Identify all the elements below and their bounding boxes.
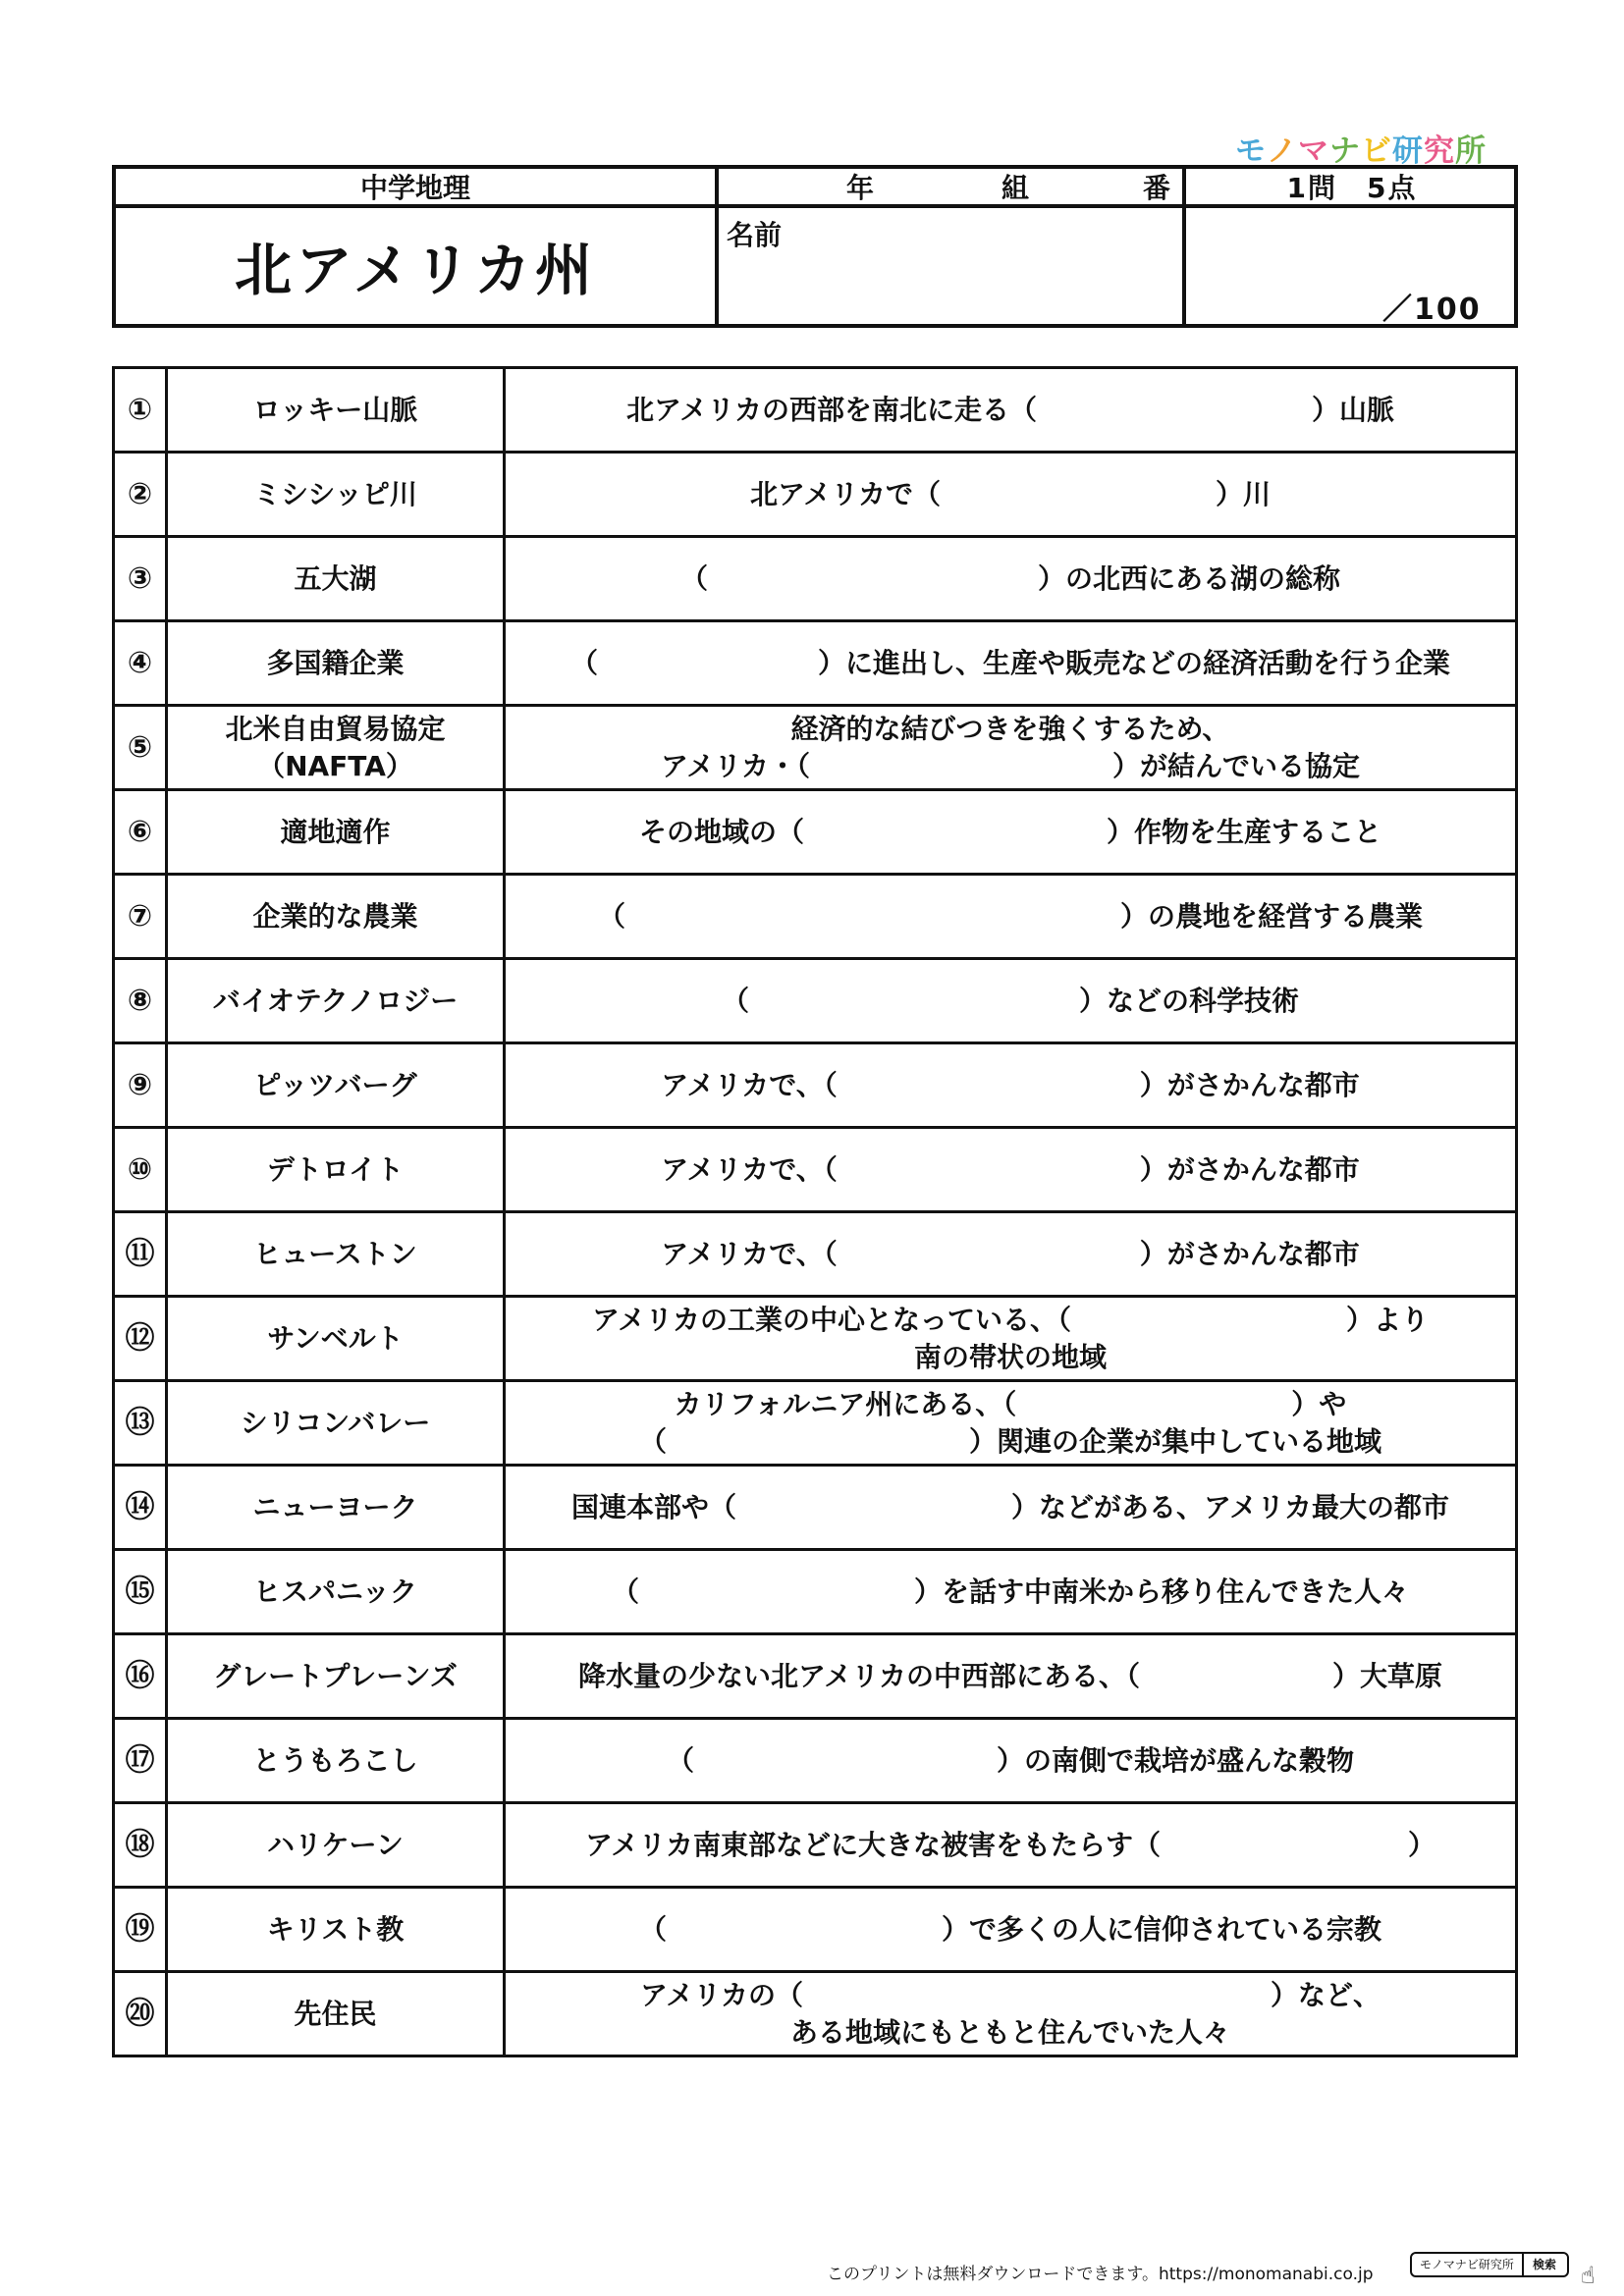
description-text: ）など、 <box>1271 1978 1381 2011</box>
description-text: （ <box>666 1743 694 1777</box>
question-row <box>114 790 1517 875</box>
question-number: ⑳ <box>125 1996 155 2031</box>
term-label: 北米自由貿易協定 <box>225 712 446 745</box>
answer-blank[interactable] <box>838 1067 1140 1104</box>
description-text: ）がさかんな都市 <box>1139 1237 1360 1270</box>
question-number: ⑲ <box>125 1911 155 1947</box>
term-label: 五大湖 <box>294 561 377 595</box>
term-cell <box>167 959 505 1043</box>
description-text: カリフォルニア州にある、（ <box>674 1387 1017 1420</box>
question-row <box>114 1128 1517 1212</box>
question-number: ⑧ <box>127 983 153 1018</box>
answer-blank[interactable] <box>667 1911 942 1949</box>
term-cell <box>167 1297 505 1381</box>
question-number: ⑥ <box>127 814 153 849</box>
brand-logo-char: ビ <box>1361 133 1392 169</box>
term-label: とうもろこし <box>252 1743 418 1777</box>
term-cell <box>167 1634 505 1719</box>
answer-blank[interactable] <box>708 561 1038 598</box>
question-number: ① <box>127 392 153 427</box>
question-number: ⑭ <box>125 1489 155 1524</box>
question-number: ④ <box>127 645 153 680</box>
description-cell <box>505 537 1517 621</box>
question-row <box>114 1466 1517 1550</box>
answer-blank[interactable] <box>838 1151 1140 1189</box>
description-cell <box>505 1803 1517 1888</box>
answer-blank[interactable] <box>749 983 1079 1020</box>
description-text: 北アメリカで（ <box>749 477 941 510</box>
description-cell <box>505 875 1517 959</box>
description-line <box>506 814 1515 851</box>
term-label: ハリケーン <box>267 1828 404 1861</box>
question-number: ⑰ <box>125 1742 155 1778</box>
question-number-cell <box>114 621 167 706</box>
term-label: キリスト教 <box>266 1912 405 1946</box>
term-label: バイオテクノロジー <box>212 984 459 1017</box>
answer-blank[interactable] <box>1037 392 1312 429</box>
question-number-cell <box>114 1466 167 1550</box>
question-row <box>114 1043 1517 1128</box>
answer-blank[interactable] <box>1016 1386 1291 1423</box>
question-row <box>114 453 1517 537</box>
description-cell <box>505 1466 1517 1550</box>
description-text: ）を話す中南米から移り住んできた人々 <box>914 1575 1410 1608</box>
answer-blank[interactable] <box>941 476 1216 513</box>
description-text: （ <box>597 899 625 933</box>
term-label: 企業的な農業 <box>252 899 418 933</box>
term-cell <box>167 537 505 621</box>
term-cell <box>167 1803 505 1888</box>
term-label: サンベルト <box>267 1321 404 1355</box>
term-label: ロッキー山脈 <box>252 393 418 426</box>
description-text: アメリカで、（ <box>661 1237 838 1270</box>
question-number-cell <box>114 1972 167 2056</box>
term-label: ニューヨーク <box>252 1490 418 1523</box>
term-cell <box>167 621 505 706</box>
question-number-cell <box>114 368 167 453</box>
question-number: ⑱ <box>125 1827 155 1862</box>
answer-blank[interactable] <box>1161 1827 1408 1864</box>
term-label: ピッツバーグ <box>253 1068 417 1101</box>
description-line <box>506 1911 1515 1949</box>
question-number-cell <box>114 959 167 1043</box>
description-text: ）より <box>1346 1303 1430 1336</box>
description-cell <box>505 1381 1517 1466</box>
description-line <box>506 1489 1515 1526</box>
subject-label: 中学地理 <box>359 172 470 204</box>
description-line <box>506 1827 1515 1864</box>
pointer-hand-icon: ☝ <box>1581 2262 1596 2289</box>
term-sublabel: （NAFTA） <box>257 749 413 782</box>
class-info-row <box>719 169 1182 208</box>
question-row <box>114 1972 1517 2056</box>
term-cell <box>167 368 505 453</box>
description-cell <box>505 1634 1517 1719</box>
term-label: デトロイト <box>266 1152 405 1186</box>
description-text: ）がさかんな都市 <box>1139 1068 1360 1101</box>
description-text: 降水量の少ない北アメリカの中西部にある、（ <box>577 1659 1140 1692</box>
description-text: （ <box>569 646 598 679</box>
description-text: ）作物を生産すること <box>1107 815 1382 848</box>
description-line <box>506 898 1515 935</box>
description-text: 南の帯状の地域 <box>913 1340 1107 1373</box>
answer-blank[interactable] <box>625 898 1120 935</box>
question-number: ⑪ <box>125 1236 155 1271</box>
question-number-cell <box>114 1128 167 1212</box>
question-number: ⑦ <box>127 898 153 934</box>
brand-logo-char: ノ <box>1267 133 1298 169</box>
description-text: （ <box>679 561 708 595</box>
number-label: 番 <box>1143 172 1171 204</box>
description-text: その地域の（ <box>638 815 804 848</box>
description-text: （ <box>638 1912 667 1946</box>
description-text: ある地域にもともと住んでいた人々 <box>789 2015 1230 2049</box>
term-cell <box>167 706 505 790</box>
answer-blank[interactable] <box>667 1423 969 1461</box>
question-number: ③ <box>127 561 153 596</box>
description-cell <box>505 790 1517 875</box>
description-line <box>506 1236 1515 1273</box>
brand-logo-char: モ <box>1235 133 1267 169</box>
score-info: 1問 5点 <box>1286 172 1418 204</box>
description-line <box>506 645 1515 682</box>
term-label: ヒスパニック <box>253 1575 417 1608</box>
question-row <box>114 1803 1517 1888</box>
answer-blank[interactable] <box>838 1236 1140 1273</box>
description-line <box>506 476 1515 513</box>
description-text: ）などがある、アメリカ最大の都市 <box>1010 1490 1450 1523</box>
description-text: アメリカの（ <box>639 1978 803 2011</box>
question-number-cell <box>114 1043 167 1128</box>
question-number-cell <box>114 1297 167 1381</box>
term-cell <box>167 1128 505 1212</box>
description-text: ）に進出し、生産や販売などの経済活動を行う企業 <box>818 646 1451 679</box>
description-text: アメリカで、（ <box>661 1068 838 1101</box>
term-cell <box>167 1972 505 2056</box>
description-text: ）が結んでいる協定 <box>1112 749 1361 782</box>
brand-logo-char: 研 <box>1392 133 1424 169</box>
description-cell <box>505 621 1517 706</box>
term-label: シリコンバレー <box>240 1406 431 1439</box>
description-text: ）山脈 <box>1312 393 1395 426</box>
question-row <box>114 1212 1517 1297</box>
question-number-cell <box>114 1634 167 1719</box>
description-cell <box>505 1888 1517 1972</box>
description-line <box>506 1067 1515 1104</box>
description-line <box>506 1339 1515 1376</box>
brand-logo-char: 所 <box>1455 133 1487 169</box>
question-row <box>114 1719 1517 1803</box>
answer-blank[interactable] <box>1071 1302 1346 1339</box>
description-text: ）大草原 <box>1332 1659 1443 1692</box>
question-number-cell <box>114 875 167 959</box>
question-row <box>114 1634 1517 1719</box>
description-text: アメリカ・（ <box>660 749 810 782</box>
question-number: ⑤ <box>127 729 153 765</box>
brand-logo-char: マ <box>1298 133 1329 169</box>
question-row <box>114 1888 1517 1972</box>
worksheet-header <box>112 165 1518 328</box>
answer-blank[interactable] <box>694 1742 997 1780</box>
description-cell <box>505 1128 1517 1212</box>
footer-search-box[interactable] <box>1410 2252 1569 2277</box>
question-row <box>114 875 1517 959</box>
question-number-cell <box>114 1381 167 1466</box>
term-label: グレートプレーンズ <box>213 1659 458 1692</box>
description-text: ）などの科学技術 <box>1079 984 1300 1017</box>
answer-blank[interactable] <box>803 1977 1271 2014</box>
term-label: 先住民 <box>294 1997 377 2030</box>
description-line <box>506 1977 1515 2014</box>
description-text: アメリカ南東部などに大きな被害をもたらす（ <box>584 1828 1161 1861</box>
question-number: ⑨ <box>127 1067 153 1102</box>
description-text: ）の農地を経営する農業 <box>1120 899 1424 933</box>
answer-blank[interactable] <box>1140 1658 1332 1695</box>
question-number: ⑫ <box>125 1320 155 1356</box>
question-number: ⑮ <box>125 1574 155 1609</box>
description-text: 国連本部や（ <box>570 1490 736 1523</box>
description-cell <box>505 1550 1517 1634</box>
description-text: ）の南側で栽培が盛んな穀物 <box>997 1743 1355 1777</box>
description-line <box>506 2014 1515 2052</box>
search-button[interactable]: 検索 <box>1532 2258 1556 2271</box>
term-cell <box>167 1212 505 1297</box>
description-line <box>506 1386 1515 1423</box>
description-text: アメリカで、（ <box>661 1152 838 1186</box>
description-line <box>506 711 1515 748</box>
question-row <box>114 1297 1517 1381</box>
question-number-cell <box>114 1888 167 1972</box>
description-cell <box>505 368 1517 453</box>
question-table <box>112 366 1518 2057</box>
question-row <box>114 959 1517 1043</box>
question-row <box>114 621 1517 706</box>
term-cell <box>167 790 505 875</box>
term-label: 適地適作 <box>280 815 391 848</box>
question-number-cell <box>114 706 167 790</box>
question-row <box>114 537 1517 621</box>
brand-logo-char: 究 <box>1424 133 1455 169</box>
description-cell <box>505 1719 1517 1803</box>
term-cell <box>167 1381 505 1466</box>
answer-blank[interactable] <box>639 1574 914 1611</box>
description-line <box>506 1574 1515 1611</box>
question-row <box>114 1381 1517 1466</box>
description-text: 北アメリカの西部を南北に走る（ <box>625 393 1037 426</box>
description-text: （ <box>721 984 749 1017</box>
question-number-cell <box>114 790 167 875</box>
question-number-cell <box>114 453 167 537</box>
question-row <box>114 706 1517 790</box>
question-number: ⑯ <box>125 1658 155 1693</box>
description-text: （ <box>638 1424 667 1458</box>
question-number-cell <box>114 1550 167 1634</box>
description-text: ）川 <box>1216 477 1272 510</box>
term-cell <box>167 453 505 537</box>
description-text: ）関連の企業が集中している地域 <box>969 1424 1382 1458</box>
description-text: アメリカの工業の中心となっている、（ <box>591 1303 1071 1336</box>
description-text: ）の北西にある湖の総称 <box>1038 561 1341 595</box>
answer-blank[interactable] <box>804 814 1107 851</box>
class-label: 組 <box>1001 172 1030 204</box>
description-cell <box>505 453 1517 537</box>
question-number: ⑬ <box>125 1405 155 1440</box>
description-line <box>506 561 1515 598</box>
description-cell <box>505 706 1517 790</box>
description-cell <box>505 1972 1517 2056</box>
brand-logo-char: ナ <box>1329 133 1361 169</box>
search-query: モノマナビ研究所 <box>1412 2254 1524 2275</box>
term-cell <box>167 1719 505 1803</box>
page-title: 北アメリカ州 <box>235 237 596 303</box>
footer-download-note: このプリントは無料ダウンロードできます。https://monomanabi.co.jp <box>827 2265 1374 2284</box>
score-total: ／100 <box>1382 293 1482 327</box>
answer-blank[interactable] <box>598 645 818 682</box>
question-number-cell <box>114 537 167 621</box>
term-cell <box>167 1043 505 1128</box>
term-cell <box>167 1888 505 1972</box>
term-label: ヒューストン <box>253 1237 417 1270</box>
term-label: 多国籍企業 <box>266 646 405 679</box>
description-line <box>506 983 1515 1020</box>
question-number-cell <box>114 1212 167 1297</box>
description-line <box>506 1302 1515 1339</box>
term-cell <box>167 1550 505 1634</box>
description-line <box>506 392 1515 429</box>
answer-blank[interactable] <box>810 748 1112 785</box>
term-label: ミシシッピ川 <box>253 477 417 510</box>
term-cell <box>167 1466 505 1550</box>
description-cell <box>505 1212 1517 1297</box>
description-line <box>506 1423 1515 1461</box>
answer-blank[interactable] <box>736 1489 1011 1526</box>
description-text: （ <box>611 1575 639 1608</box>
description-cell <box>505 1043 1517 1128</box>
term-cell <box>167 875 505 959</box>
question-row <box>114 368 1517 453</box>
year-label: 年 <box>846 172 875 204</box>
description-line <box>506 748 1515 785</box>
description-cell <box>505 1297 1517 1381</box>
question-row <box>114 1550 1517 1634</box>
description-text: ）がさかんな都市 <box>1139 1152 1360 1186</box>
brand-logo <box>1235 126 1487 170</box>
description-text: ） <box>1408 1828 1436 1861</box>
description-text: ）で多くの人に信仰されている宗教 <box>942 1912 1382 1946</box>
question-number: ⑩ <box>127 1151 153 1187</box>
description-text: 経済的な結びつきを強くするため、 <box>790 712 1230 745</box>
name-label: 名前 <box>727 219 783 251</box>
question-number: ② <box>127 476 153 511</box>
description-line <box>506 1658 1515 1695</box>
description-line <box>506 1742 1515 1780</box>
description-line <box>506 1151 1515 1189</box>
question-number-cell <box>114 1803 167 1888</box>
description-cell <box>505 959 1517 1043</box>
description-text: ）や <box>1291 1387 1347 1420</box>
question-number-cell <box>114 1719 167 1803</box>
